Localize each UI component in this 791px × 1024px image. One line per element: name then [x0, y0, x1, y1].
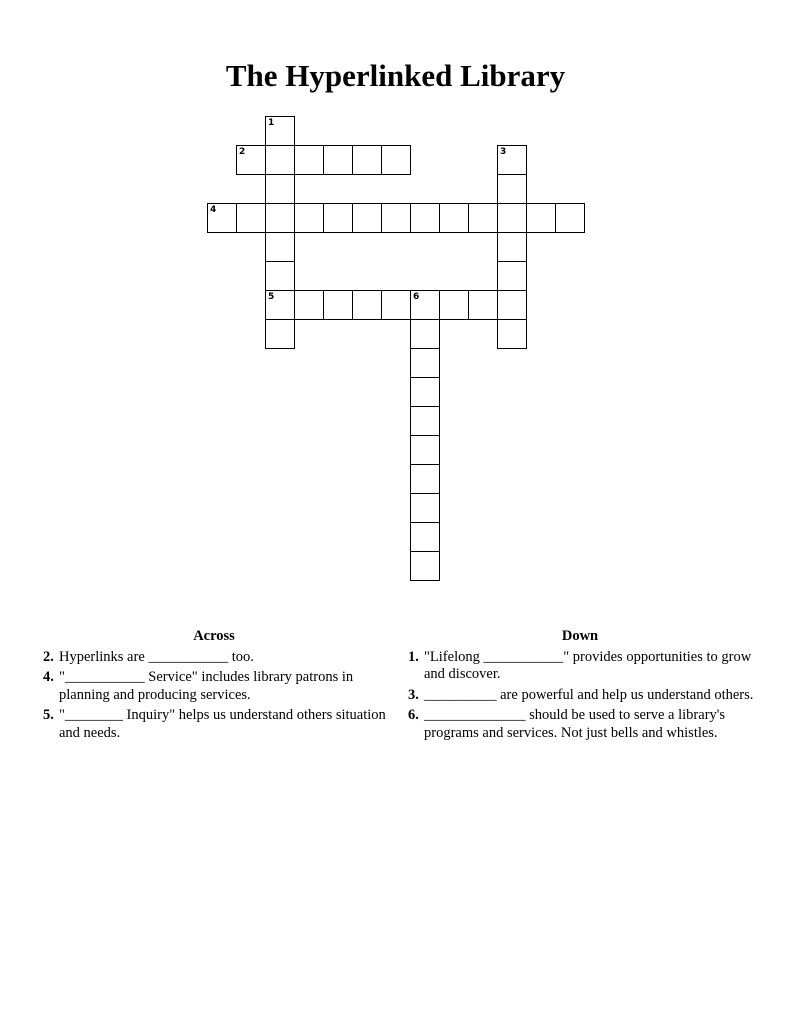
clue-text: "___________ Service" includes library patrons in planning and producing services. [59, 669, 354, 703]
across-clue [40, 707, 388, 742]
clue-text: "________ Inquiry" helps us understand others situation and needs. [59, 707, 386, 741]
grid-cell[interactable] [410, 348, 440, 378]
grid-cell[interactable] [497, 261, 527, 291]
grid-cell[interactable] [352, 290, 382, 320]
clue-label: 2. [43, 648, 54, 665]
clue-number: 3 [500, 147, 507, 157]
grid-cell[interactable] [236, 145, 266, 175]
across-clues [40, 628, 388, 745]
grid-cell[interactable] [352, 145, 382, 175]
grid-cell[interactable] [526, 203, 556, 233]
grid-cell[interactable] [265, 203, 295, 233]
grid-cell[interactable] [410, 203, 440, 233]
grid-cell[interactable] [323, 290, 353, 320]
grid-cell[interactable] [410, 522, 440, 552]
grid-cell[interactable] [207, 203, 237, 233]
grid-cell[interactable] [497, 203, 527, 233]
clue-number: 6 [413, 292, 420, 302]
grid-cell[interactable] [410, 551, 440, 581]
grid-cell[interactable] [265, 261, 295, 291]
clue-label: 6. [408, 707, 419, 723]
grid-cell[interactable] [236, 203, 266, 233]
grid-cell[interactable] [410, 290, 440, 320]
grid-cell[interactable] [468, 290, 498, 320]
grid-cell[interactable] [381, 145, 411, 175]
clue-text: "Lifelong ___________" provides opportunities to grow and discover. [424, 648, 752, 682]
clue-label: 3. [408, 686, 419, 703]
grid-cell[interactable] [265, 232, 295, 262]
grid-cell[interactable] [265, 319, 295, 349]
across-clue [40, 649, 388, 667]
clue-number: 4 [210, 205, 217, 215]
clue-label: 1. [408, 648, 419, 665]
grid-cell[interactable] [265, 290, 295, 320]
down-clues [405, 628, 755, 745]
puzzle-title: The Hyperlinked Library [225, 58, 566, 93]
grid-cell[interactable] [265, 145, 295, 175]
grid-cell[interactable] [410, 377, 440, 407]
across-heading: Across [193, 628, 235, 644]
down-clue [405, 707, 755, 742]
across-clue [40, 669, 388, 704]
grid-cell[interactable] [497, 174, 527, 204]
grid-cell[interactable] [294, 203, 324, 233]
grid-cell[interactable] [497, 232, 527, 262]
clue-text: __________ are powerful and help us understand others. [424, 686, 754, 703]
grid-cell[interactable] [439, 290, 469, 320]
clue-number: 5 [268, 292, 275, 302]
grid-cell[interactable] [294, 145, 324, 175]
clue-text: Hyperlinks are ___________ too. [59, 648, 254, 665]
grid-cell[interactable] [410, 493, 440, 523]
grid-cell[interactable] [294, 290, 324, 320]
grid-cell[interactable] [439, 203, 469, 233]
down-clue [405, 687, 755, 705]
grid-cell[interactable] [381, 290, 411, 320]
clue-number: 1 [268, 118, 275, 128]
grid-cell[interactable] [410, 464, 440, 494]
down-clue [405, 649, 755, 684]
grid-cell[interactable] [323, 203, 353, 233]
grid-cell[interactable] [410, 406, 440, 436]
grid-cell[interactable] [555, 203, 585, 233]
grid-cell[interactable] [410, 319, 440, 349]
grid-cell[interactable] [381, 203, 411, 233]
grid-cell[interactable] [410, 435, 440, 465]
grid-cell[interactable] [352, 203, 382, 233]
grid-cell[interactable] [497, 319, 527, 349]
grid-cell[interactable] [323, 145, 353, 175]
grid-cell[interactable] [265, 174, 295, 204]
clue-text: ______________ should be used to serve a library's programs and services. Not just bells and whistles. [424, 707, 726, 741]
grid-cell[interactable] [497, 145, 527, 175]
grid-cell[interactable] [265, 116, 295, 146]
clue-label: 5. [43, 707, 54, 723]
grid-cell[interactable] [468, 203, 498, 233]
clue-number: 2 [239, 147, 246, 157]
clue-label: 4. [43, 669, 54, 685]
down-heading: Down [561, 628, 599, 644]
grid-cell[interactable] [497, 290, 527, 320]
